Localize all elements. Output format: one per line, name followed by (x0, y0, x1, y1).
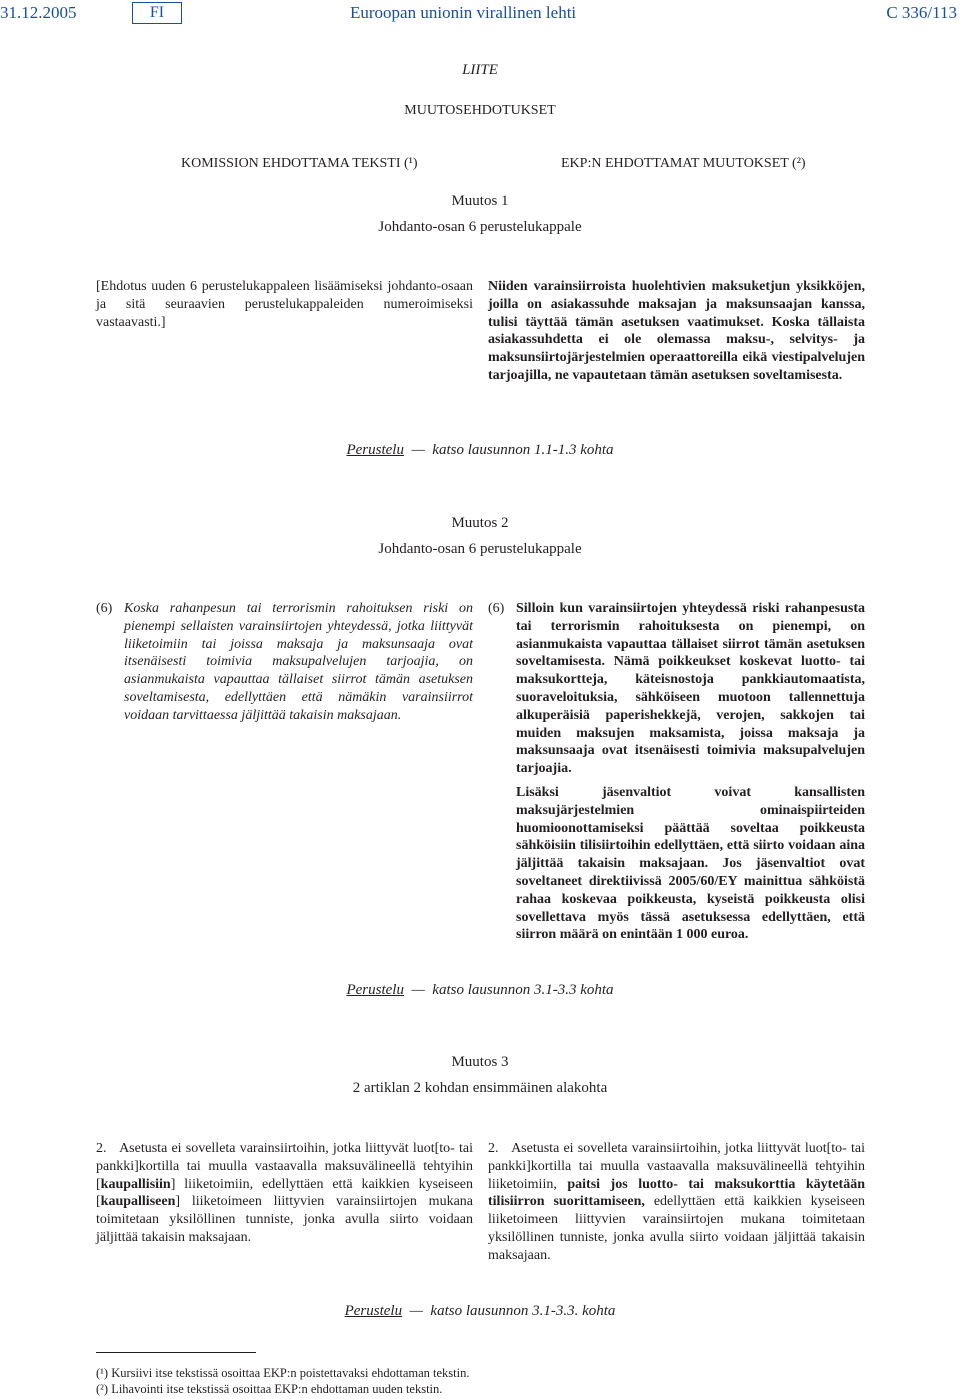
annex-title: LIITE (462, 62, 498, 78)
left-column-heading: KOMISSION EHDOTTAMA TEKSTI (¹) (181, 156, 418, 171)
page-reference: C 336/113 (886, 3, 957, 22)
rationale-text: katso lausunnon 3.1-3.3 kohta (432, 982, 614, 998)
page-header (0, 0, 960, 30)
amendment-3-subtitle: 2 artiklan 2 kohdan ensimmäinen alakohta (352, 1080, 608, 1096)
footnote-2 (96, 1382, 442, 1397)
footnote-divider (96, 1352, 256, 1353)
main-title: MUUTOSEHDOTUKSET (404, 103, 556, 118)
journal-title: Euroopan unionin virallinen lehti (350, 3, 577, 22)
bold-segment: kaupallisiin (100, 1176, 171, 1192)
rationale-label: Perustelu (346, 442, 404, 458)
amendment-2-commission-text: Koska rahanpesun tai terrorismin rahoituksen riski on pienempi sellaisten varainsiirtojen yhteydessä, jotka liittyvät liiketoimiin tai joissa maksaja ja maksunsaaja ovat itsenäisesti toimivia maksupalvelujen tarjoajia, on asianmukaista vapauttaa tällaiset siirrot tämän asetuksen soveltamisesta, edellyttäen että nämäkin varainsiirrot voidaan tarvittaessa jäljittää takaisin maksajaan. (124, 601, 473, 723)
amendment-1-title: Muutos 1 (451, 193, 509, 209)
amendment-3-rationale: Perustelu — katso lausunnon 3.1-3.3. kohta (344, 1303, 616, 1319)
right-column-heading: EKP:N EHDOTTAMAT MUUTOKSET (²) (561, 156, 806, 171)
amendment-2-ecb-paragraph-2: Lisäksi jäsenvaltiot voivat kansallisten maksujärjestelmien ominaispiirteiden huomioonottamiseksi päättää soveltaa poikkeusta sähköisiin tilisiirtoihin edellyttäen, että siirto voidaan aina jäljittää takaisin maksajaan. Jos jäsenvaltiot ovat soveltaneet direktiivissä 2005/60/EY mainittua sähköistä rahaa koskevaa poikkeusta, kyseistä poikkeusta olisi sovellettava myös tässä asetuksessa edellyttäen, että siirron määrä on enintään 1 000 euroa. (516, 785, 865, 943)
amendment-1-rationale: Perustelu — katso lausunnon 1.1-1.3 kohta (346, 442, 614, 458)
paragraph-number: 2. (96, 1141, 107, 1156)
amendment-3-ecb-text (488, 1140, 865, 1265)
amendment-1-ecb-text: Niiden varainsiirroista huolehtivien maksuketjun yksikköjen, joilla on asiakassuhde maksajan ja maksunsaajan kanssa, tulisi täyttää tämän asetuksen vaatimukset. Koska tällaista asiakassuhdetta ei ole olemassa maksu-, selvitys- ja maksunsiirtojärjestelmien operaattoreilla eikä viestipalvelujen tarjoajilla, ne vapautetaan tämän asetuksen soveltamisesta. (488, 279, 865, 383)
amendment-2-subtitle: Johdanto-osan 6 perustelukappale (378, 541, 582, 557)
paragraph-number: 2. (488, 1141, 499, 1156)
amendment-2-ecb-number: (6) (488, 601, 505, 616)
rationale-text: katso lausunnon 1.1-1.3 kohta (432, 442, 614, 458)
rationale-label: Perustelu (346, 982, 404, 998)
text-segment: ] liiketoimeen liittyvien varainsiirtojen mukana toimitetaan yksilöllinen tunniste, jonka avulla siirto voidaan jäljittää takaisin maksajaan. (96, 1194, 473, 1245)
bold-segment: paitsi jos luotto- tai maksukorttia käytetään tilisiirron suorittamiseen, (488, 1176, 865, 1210)
rationale-text: katso lausunnon 3.1-3.3. kohta (430, 1303, 616, 1319)
amendment-3-commission-text (96, 1140, 473, 1247)
rationale-label: Perustelu (344, 1303, 403, 1319)
text-segment: edellyttäen että kaikkien kyseiseen liiketoimeen liittyvien varainsiirtojen mukana toimitetaan yksilöllinen tunniste, jonka avulla siirto voidaan jäljittää takaisin maksajaan. (488, 1194, 865, 1263)
amendment-2-rationale: Perustelu — katso lausunnon 3.1-3.3 kohta (346, 982, 614, 998)
footnote-mark: (²) (96, 1382, 109, 1396)
amendment-1-subtitle: Johdanto-osan 6 perustelukappale (378, 219, 582, 235)
amendment-2-commission-number: (6) (96, 601, 113, 616)
footnote-text: Kursiivi itse tekstissä osoittaa EKP:n poistettavaksi ehdottaman tekstin. (111, 1366, 470, 1380)
footnote-text: Lihavointi itse tekstissä osoittaa EKP:n ehdottaman uuden tekstin. (111, 1382, 443, 1396)
text-segment: Asetusta ei sovelleta varainsiirtoihin, jotka liittyvät luot[to- tai pankki]kortilla tai muulla vastaavalla maksuvälineellä tehtyihin liiketoimiin, (488, 1141, 865, 1192)
text-segment: Asetusta ei sovelleta varainsiirtoihin, jotka liittyvät luot[to- tai pankki]kortilla tai muulla vastaavalla maksuvälineellä tehtyihin [ (96, 1141, 473, 1192)
amendment-1-commission-text: [Ehdotus uuden 6 perustelukappaleen lisäämiseksi johdanto-osaan ja sitä seuraavien perustelukappaleiden numeroimiseksi vastaavasti.] (96, 279, 473, 330)
amendment-2-title: Muutos 2 (451, 515, 509, 531)
text-segment: ] liiketoimiin, edellyttäen että kaikkien kyseiseen [ (96, 1176, 473, 1210)
amendment-2-ecb-paragraph-1: Silloin kun varainsiirtojen yhteydessä riski rahanpesusta tai terrorismin rahoituksesta on pienempi, on asianmukaista vapauttaa tällaiset siirrot tämän asetuksen soveltamisesta. Nämä poikkeukset koskevat luotto- tai maksukortteja, käteisnostoja pankkiautomaatista, suoraveloituksia, sähköiseen muotoon tallennettuja alkuperäisiä paperishekkejä, verojen, sakkojen tai muiden maksujen maksamista, joissa maksaja ja maksunsaaja ovat itsenäisesti toimivia maksupalvelujen tarjoajia. (516, 601, 865, 777)
amendment-3-title: Muutos 3 (451, 1054, 509, 1070)
bold-segment: kaupalliseen (100, 1194, 176, 1210)
publication-date: 31.12.2005 (0, 3, 77, 22)
footnote-mark: (¹) (96, 1366, 109, 1380)
language-badge: FI (132, 2, 182, 24)
footnote-1 (96, 1366, 470, 1381)
